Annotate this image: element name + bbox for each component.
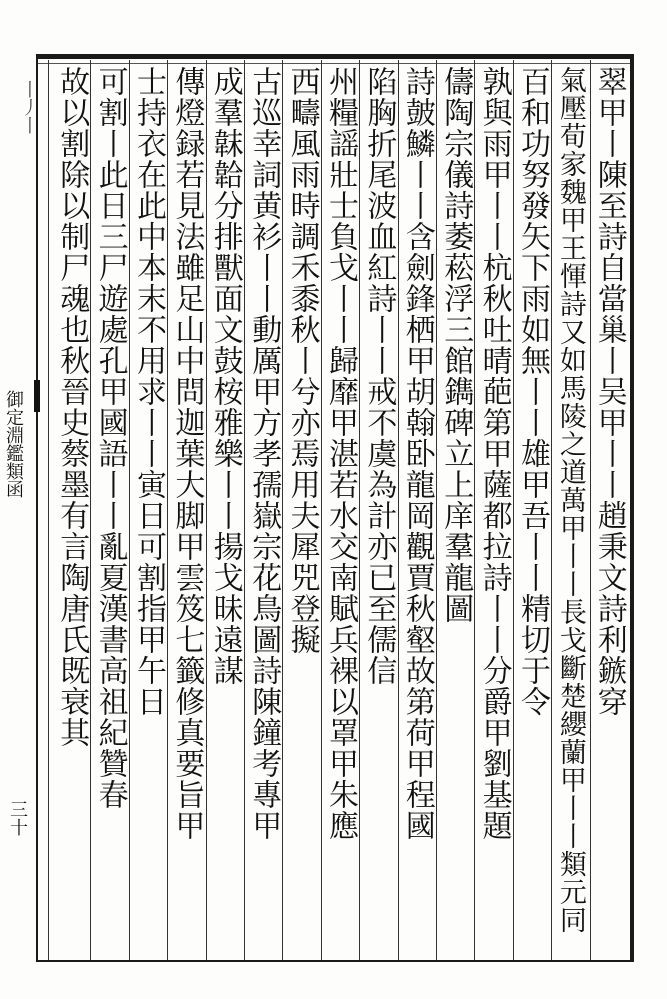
text-column — [436, 66, 474, 956]
frame-top-rule — [36, 54, 634, 59]
margin-folio: 三十 — [7, 800, 28, 836]
column-rule — [129, 60, 130, 960]
text-column — [206, 66, 244, 956]
margin-book-title: 御定淵鑑類函 — [3, 390, 24, 498]
column-rule — [321, 60, 322, 960]
text-column — [90, 66, 128, 956]
text-column — [359, 66, 397, 956]
text-column — [52, 66, 90, 956]
column-rule — [167, 60, 168, 960]
column-rule — [513, 60, 514, 960]
column-rule — [398, 60, 399, 960]
column-text: 翠甲丨陳至詩自當巢丨吴甲丨丨趙秉文詩利鏃穿 — [591, 66, 627, 717]
text-column — [474, 66, 512, 956]
margin-fishtail-mark — [34, 380, 40, 412]
column-rule — [590, 60, 591, 960]
frame-top-inner-rule — [36, 63, 634, 64]
column-text: 儔陶宗儀詩萎菘浮三館鐫碑立上庠羣龍圖 — [438, 66, 474, 624]
column-text: 百和功努發矢下雨如無丨丨雄甲吾丨丨精切于令 — [514, 66, 550, 717]
column-text: 西疇風雨時調禾黍秋丨兮亦焉用夫犀兕登擬 — [284, 66, 320, 655]
column-rule — [436, 60, 437, 960]
text-column — [129, 66, 167, 956]
text-column — [398, 66, 436, 956]
column-text: 氣壓荀家魏甲王惲詩又如馬陵之道萬甲丨丨長戈斷楚纓蘭甲丨丨類元同 — [554, 66, 586, 934]
margin-marks: 丨丿丨 — [18, 80, 39, 134]
frame-right-rule — [630, 54, 634, 962]
column-rule — [551, 60, 552, 960]
column-rule — [90, 60, 91, 960]
text-column — [321, 66, 359, 956]
text-column — [282, 66, 320, 956]
column-text: 傳燈録若見法雖足山中問迦葉大脚甲雲笈七籤修真要旨甲 — [169, 66, 205, 841]
column-text: 州糧謡壯士負戈丨丨歸靡甲湛若水交南賦兵裸以罩甲朱應 — [322, 66, 358, 841]
text-column — [244, 66, 282, 956]
column-text: 古巡幸詞黄衫丨丨動厲甲方孝孺嶽宗花鳥圖詩陳鐘考專甲 — [246, 66, 282, 841]
column-text: 成羣韎韐分排獸面文鼓桉雅樂丨丨揚戈昧遠謀 — [207, 66, 243, 686]
column-rule — [474, 60, 475, 960]
column-rule — [244, 60, 245, 960]
column-text: 詩皷鱗丨丨含劍鋒栖甲胡翰卧龍岡觀賈秋壑故第荷甲程國 — [399, 66, 435, 841]
column-rule — [359, 60, 360, 960]
text-column — [590, 66, 628, 956]
column-rule — [206, 60, 207, 960]
column-text: 可割丨此日三尸遊處孔甲國語丨丨亂夏漢書高祖紀贊春 — [92, 66, 128, 810]
frame-bottom-rule — [36, 960, 634, 962]
column-rule — [282, 60, 283, 960]
text-column — [513, 66, 551, 956]
text-column — [167, 66, 205, 956]
column-text: 故以割除以制尸魂也秋晉史蔡墨有言陶唐氏既衰其 — [54, 66, 90, 748]
text-column — [551, 66, 589, 956]
column-text: 孰與雨甲丨丨杭秋吐晴葩第甲薩都拉詩丨丨分爵甲劉基題 — [476, 66, 512, 841]
page-margin — [0, 60, 40, 960]
column-text: 陷胸折尾波血紅詩丨丨戒不虞為計亦已至儒信 — [361, 66, 397, 686]
column-text: 士持衣在此中本末不用求丨丨寅日可割指甲午日 — [130, 66, 166, 717]
margin-divider — [48, 60, 49, 960]
